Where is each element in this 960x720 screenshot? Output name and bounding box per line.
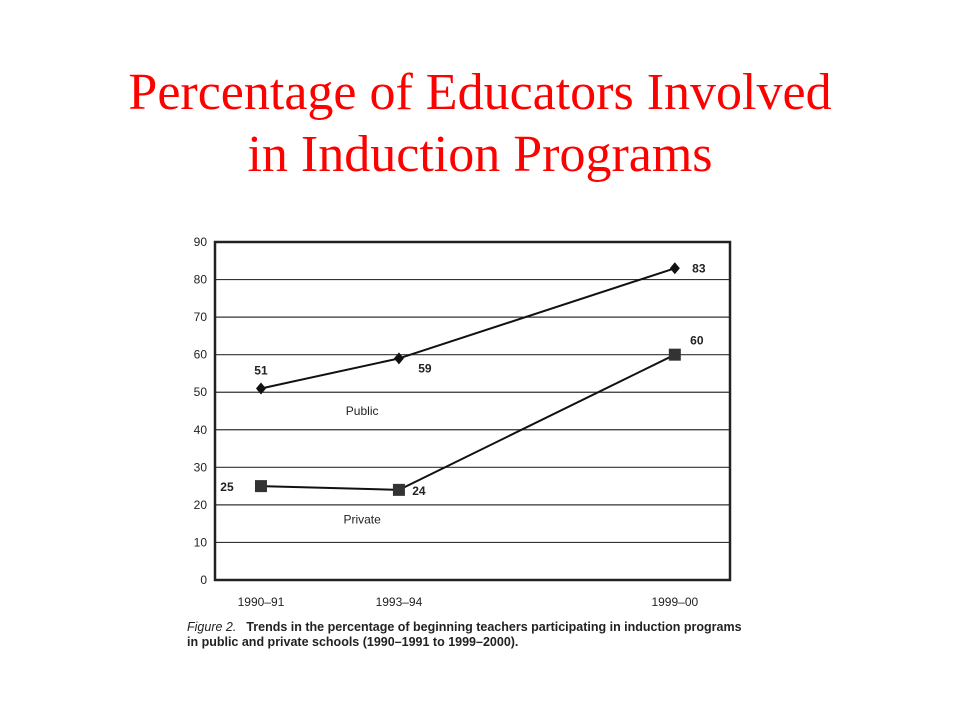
slide-title-line-2: in Induction Programs	[247, 126, 713, 183]
data-label-public: 51	[254, 363, 268, 378]
y-tick-label: 30	[193, 460, 207, 475]
figure-caption	[187, 620, 747, 650]
line-chart	[170, 222, 750, 617]
plot-frame	[215, 242, 730, 580]
figure-label: Figure 2.	[187, 620, 237, 634]
series-label-private: Private	[343, 512, 381, 527]
x-tick-label: 1993–94	[375, 595, 423, 609]
data-point-private	[255, 480, 267, 492]
series-label-public: Public	[345, 403, 379, 418]
y-tick-label: 20	[193, 497, 207, 512]
data-label-private: 60	[690, 333, 704, 348]
y-tick-label: 80	[193, 272, 207, 287]
y-tick-label: 40	[193, 422, 207, 437]
y-tick-label: 70	[193, 310, 207, 325]
caption-text: Trends in the percentage of beginning teachers participating in induction programs in public and private schools (1990–1991 to 1999–2000).	[187, 620, 742, 649]
data-label-private: 25	[220, 480, 234, 495]
data-point-public	[670, 262, 680, 274]
slide-title-line-1: Percentage of Educators Involved	[128, 64, 832, 121]
y-tick-label: 10	[193, 535, 207, 550]
slide-title	[0, 62, 960, 186]
y-tick-label: 0	[200, 573, 207, 587]
data-label-public: 83	[692, 261, 706, 276]
x-tick-label: 1999–00	[651, 595, 699, 609]
y-tick-label: 60	[193, 347, 207, 362]
y-tick-label: 90	[193, 235, 207, 249]
y-tick-label: 50	[193, 385, 207, 400]
data-label-public: 59	[418, 361, 432, 376]
data-point-private	[669, 349, 681, 361]
series-line-public	[261, 268, 675, 388]
data-label-private: 24	[412, 483, 426, 498]
x-tick-label: 1990–91	[237, 595, 285, 609]
data-point-private	[393, 484, 405, 496]
